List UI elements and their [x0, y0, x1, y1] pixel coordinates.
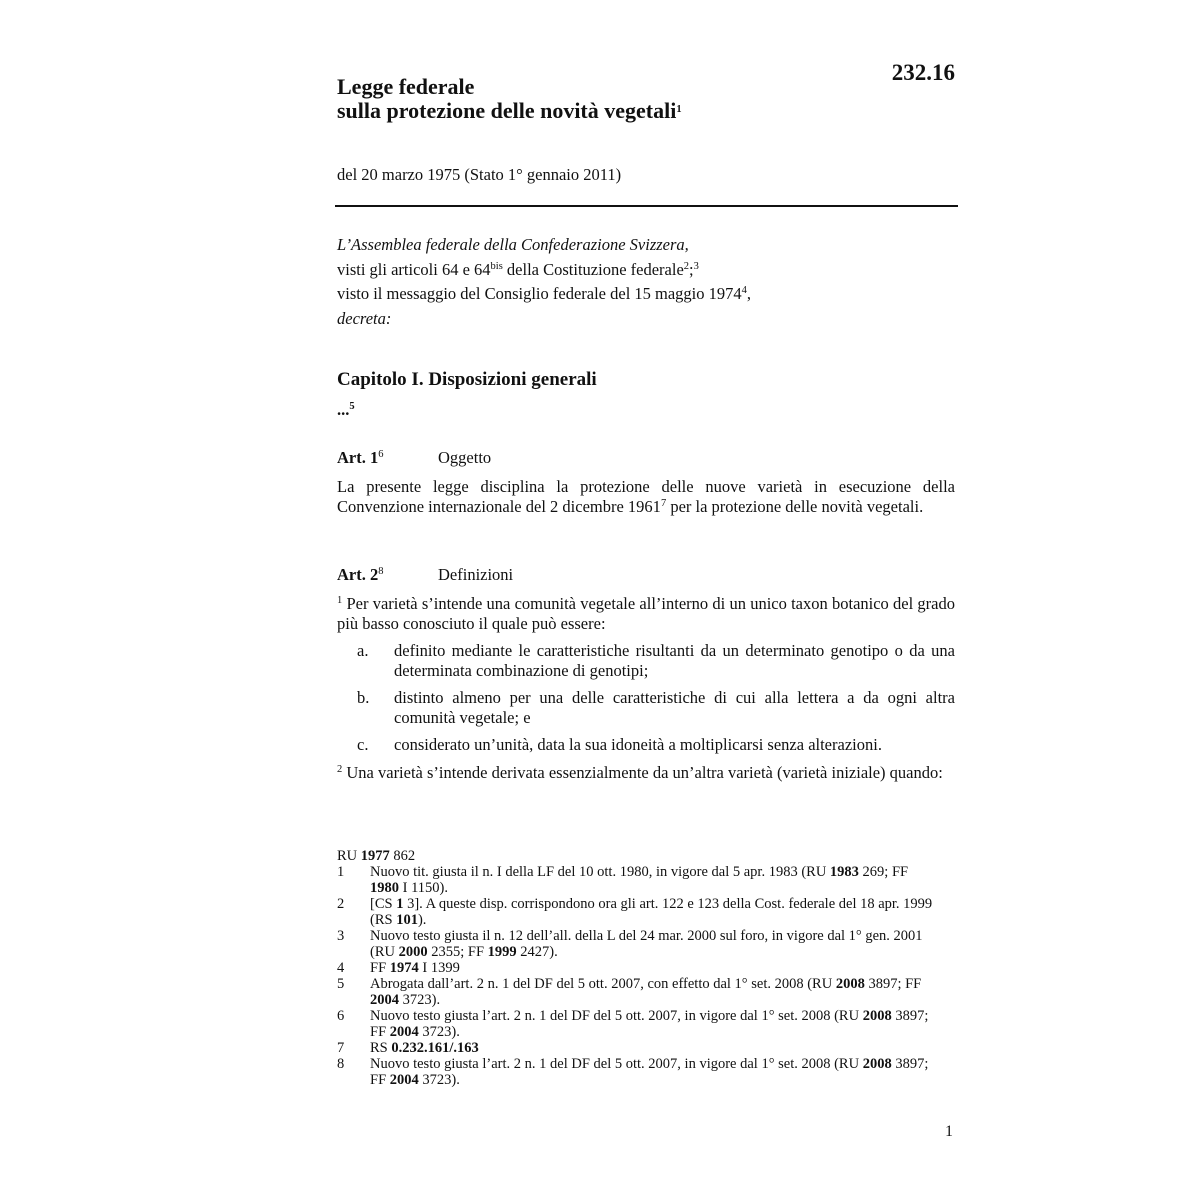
text: visto il messaggio del Consiglio federale del 15 maggio 1974 — [337, 284, 742, 303]
footnote — [337, 960, 937, 976]
preamble-visti — [337, 258, 751, 283]
text-segment: Nuovo testo giusta l’art. 2 n. 1 del DF del 5 ott. 2007, in vigore dal 1° set. 2008 (RU — [370, 1056, 863, 1072]
title-line-2 — [337, 99, 682, 123]
article-title: Definizioni — [438, 565, 514, 584]
text-segment: 1974 — [389, 960, 419, 976]
footnote-number: 4 — [337, 960, 345, 976]
chapter-heading: Capitolo I. Disposizioni generali — [337, 369, 597, 390]
text-segment: Nuovo testo giusta l’art. 2 n. 1 del DF del 5 ott. 2007, in vigore dal 1° set. 2008 (RU — [370, 1008, 863, 1024]
text-segment: Nuovo testo giusta il n. 12 dell’all. della L del 24 mar. 2000 sul foro, in vigore dal 1° gen. 2001 (RU — [370, 928, 923, 960]
footnote-ref[interactable]: 8 — [378, 566, 384, 577]
text-segment: 2427). — [516, 944, 558, 960]
footnote-number: 3 — [337, 928, 345, 944]
text-segment: 3897; FF — [370, 1008, 929, 1040]
paragraph-2: $^2$ Una varietà s’intende derivata essenzialmente da un’altra varietà (varietà iniziale) quando: — [337, 763, 943, 782]
text-segment: 2008 — [862, 1008, 892, 1024]
text: ; — [689, 259, 694, 279]
footnote-number: 7 — [337, 1040, 345, 1056]
text: della Costituzione federale — [502, 259, 684, 279]
text-segment: 101 — [396, 912, 418, 928]
text-segment: 3723). — [399, 992, 441, 1008]
footnote-ref[interactable]: 4 — [741, 285, 747, 296]
page-number: 1 — [945, 1123, 953, 1140]
text-segment: 3723). — [418, 1024, 460, 1040]
preamble-assembly: L’Assemblea federale della Confederazione Svizzera, — [337, 235, 689, 254]
law-number: 232.16 — [891, 60, 955, 85]
footnote — [337, 896, 937, 928]
text-segment: 1 — [396, 896, 404, 912]
footnotes — [337, 848, 937, 1088]
footnote-ref[interactable]: 1 — [676, 104, 682, 115]
text-segment: 2355; FF — [427, 944, 488, 960]
definition-list — [337, 641, 955, 755]
footnote-number: 1 — [337, 864, 345, 880]
article-title: Oggetto — [438, 448, 492, 467]
article-text: La presente legge disciplina la protezione delle nuove varietà in esecuzione della Convenzione internazionale del 2 dicembre 1961$^7$ per la protezione delle novità vegetali. — [337, 477, 955, 516]
text-segment: 3897; FF — [370, 1056, 929, 1088]
footnote-number: 8 — [337, 1056, 345, 1072]
list-item: c. considerato un’unità, data la sua idoneità a moltiplicarsi senza alterazioni. — [357, 735, 882, 754]
text-segment: 1983 — [829, 864, 859, 880]
text-segment: ). — [417, 912, 427, 928]
article-1 — [337, 448, 955, 517]
text-segment: 1980 — [370, 880, 399, 896]
preamble — [337, 233, 751, 331]
paragraph-1: $^1$ Per varietà s’intende una comunità vegetale all’interno di un unico taxon botanico del grado più basso conosciuto il quale può essere: — [337, 594, 955, 633]
text-segment: I 1399 — [418, 960, 460, 976]
text-segment: 0.232.161/.163 — [391, 1040, 479, 1056]
text-segment: 1977 — [360, 848, 390, 864]
footnote-number: 2 — [337, 896, 345, 912]
title-text: sulla protezione delle novità vegetali — [337, 98, 677, 123]
text-segment: 2008 — [862, 1056, 892, 1072]
footnote-number: 5 — [337, 976, 345, 992]
text-segment: Nuovo tit. giusta il n. I della LF del 10 ott. 1980, in vigore dal 5 apr. 1983 (RU — [370, 864, 830, 880]
list-item: a. definito mediante le caratteristiche risultanti da un determinato genotipo o da una determinata combinazione di genotipi; — [357, 641, 955, 680]
footnote-ref[interactable]: 7 — [660, 498, 667, 509]
paragraph-number: 1 — [337, 595, 343, 606]
text-segment: Abrogata dall’art. 2 n. 1 del DF del 5 ott. 2007, con effetto dal 1° set. 2008 (RU — [370, 976, 836, 992]
document-date: del 20 marzo 1975 (Stato 1° gennaio 2011) — [337, 165, 622, 184]
text-segment: I 1150). — [399, 880, 448, 896]
text: , — [746, 284, 752, 303]
article-label: Art. $1^6$ — [337, 448, 384, 467]
ellipsis: ... — [337, 400, 350, 419]
text-segment: 2000 — [398, 944, 428, 960]
repealed-section — [337, 400, 355, 420]
text: visti gli articoli 64 e 64 — [337, 259, 491, 279]
footnote-ref[interactable]: 6 — [378, 449, 384, 460]
text-segment: 3]. A queste disp. corrispondono ora gli art. 122 e 123 della Cost. federale del 18 apr. 1999 (RS — [370, 896, 933, 928]
text-segment: 862 — [389, 848, 416, 864]
text-segment: RU — [337, 848, 361, 864]
footnote — [337, 1008, 937, 1040]
text-segment: FF — [370, 960, 390, 976]
article-label: Art. $2^8$ — [337, 565, 384, 584]
text-segment: 1999 — [487, 944, 517, 960]
text-segment: 2004 — [389, 1072, 419, 1088]
article-2 — [337, 565, 955, 783]
footnote — [337, 976, 937, 1008]
title-line-1: Legge federale — [337, 74, 475, 99]
footnote-number: 6 — [337, 1008, 345, 1024]
footnote-ref[interactable]: 5 — [349, 401, 355, 412]
superscript: bis — [490, 260, 503, 272]
list-item: b. distinto almeno per una delle caratteristiche di cui alla lettera a da ogni altra comunità vegetale; e — [357, 688, 955, 727]
text-segment: [CS — [370, 896, 397, 912]
text-segment: RS — [370, 1040, 392, 1056]
text-segment: 3723). — [418, 1072, 460, 1088]
text-segment: 2004 — [389, 1024, 419, 1040]
footnote-ref[interactable]: 2 — [683, 260, 690, 272]
preamble-visto — [337, 282, 751, 307]
text-segment: 269; FF — [858, 864, 909, 880]
text-segment: 3897; FF — [864, 976, 922, 992]
paragraph-number: 2 — [337, 764, 343, 775]
footnote — [337, 864, 937, 896]
text-segment: 2004 — [370, 992, 399, 1008]
footnote — [337, 1040, 937, 1056]
divider — [335, 205, 958, 207]
text-segment: 2008 — [835, 976, 865, 992]
document-title — [337, 75, 682, 123]
footnote — [337, 928, 937, 960]
source-reference — [337, 848, 937, 864]
footnote-ref[interactable]: 3 — [693, 260, 699, 272]
preamble-decreta: decreta: — [337, 308, 392, 328]
footnote — [337, 1056, 937, 1088]
